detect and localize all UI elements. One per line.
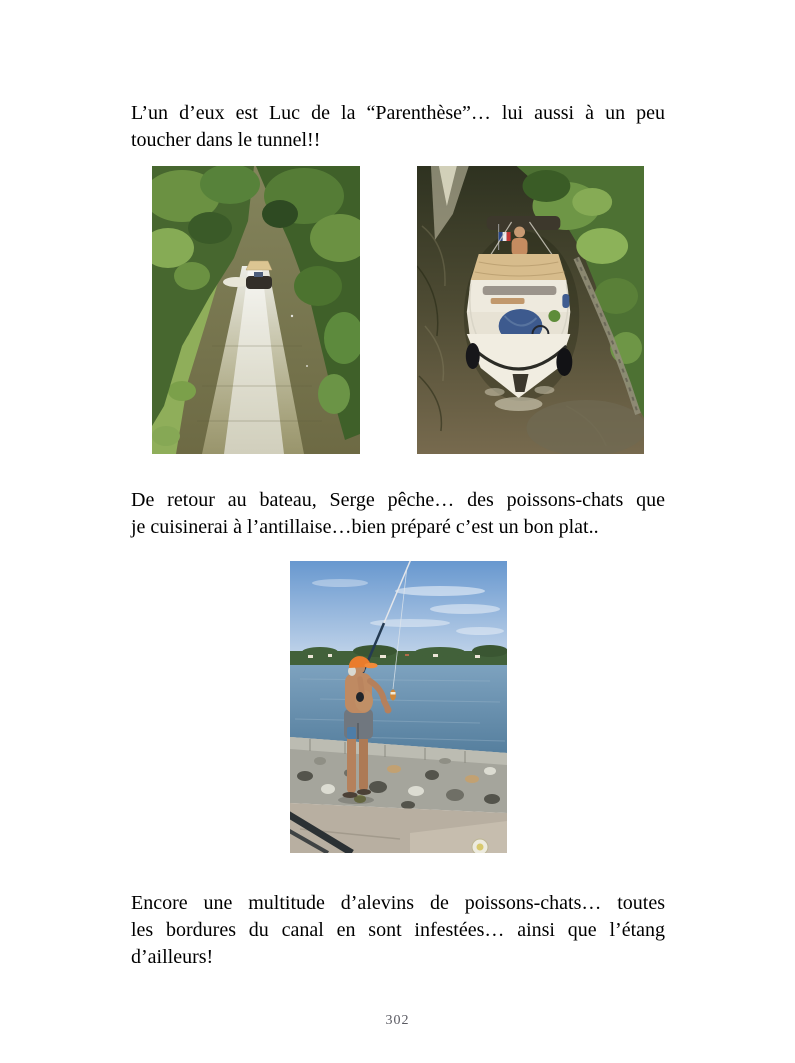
photo-serge-fishing <box>290 561 507 853</box>
fishing-reel <box>356 692 364 702</box>
page-number: 302 <box>385 1013 410 1028</box>
float <box>390 690 396 701</box>
paragraph-alevins <box>131 890 665 971</box>
text-line: toucher dans le tunnel!! <box>131 129 321 151</box>
boat-photo-graphic <box>417 166 644 454</box>
fender <box>466 343 480 369</box>
canal-photo-graphic <box>152 166 360 454</box>
text-line: De retour au bateau, Serge pêche… des poissons-chats que <box>131 489 665 511</box>
paragraph-fishing <box>131 487 665 541</box>
paragraph-tunnel <box>131 100 665 154</box>
photo-boat-overhead <box>417 166 644 454</box>
text-line: je cuisinerai à l’antillaise…bien préparé c’est un bon plat.. <box>131 516 599 538</box>
text-line: les bordures du canal en sont infestées… ainsi que l’étang <box>131 919 665 941</box>
fishing-photo-graphic <box>290 561 507 853</box>
text-line: d’ailleurs! <box>131 946 214 968</box>
fender <box>556 348 572 376</box>
text-line: Encore une multitude d’alevins de poissons-chats… toutes <box>131 892 665 914</box>
text-line: L’un d’eux est Luc de la “Parenthèse”… lui aussi à un peu <box>131 102 665 124</box>
photo-canal-tree-lined <box>152 166 360 454</box>
plant <box>548 310 560 322</box>
